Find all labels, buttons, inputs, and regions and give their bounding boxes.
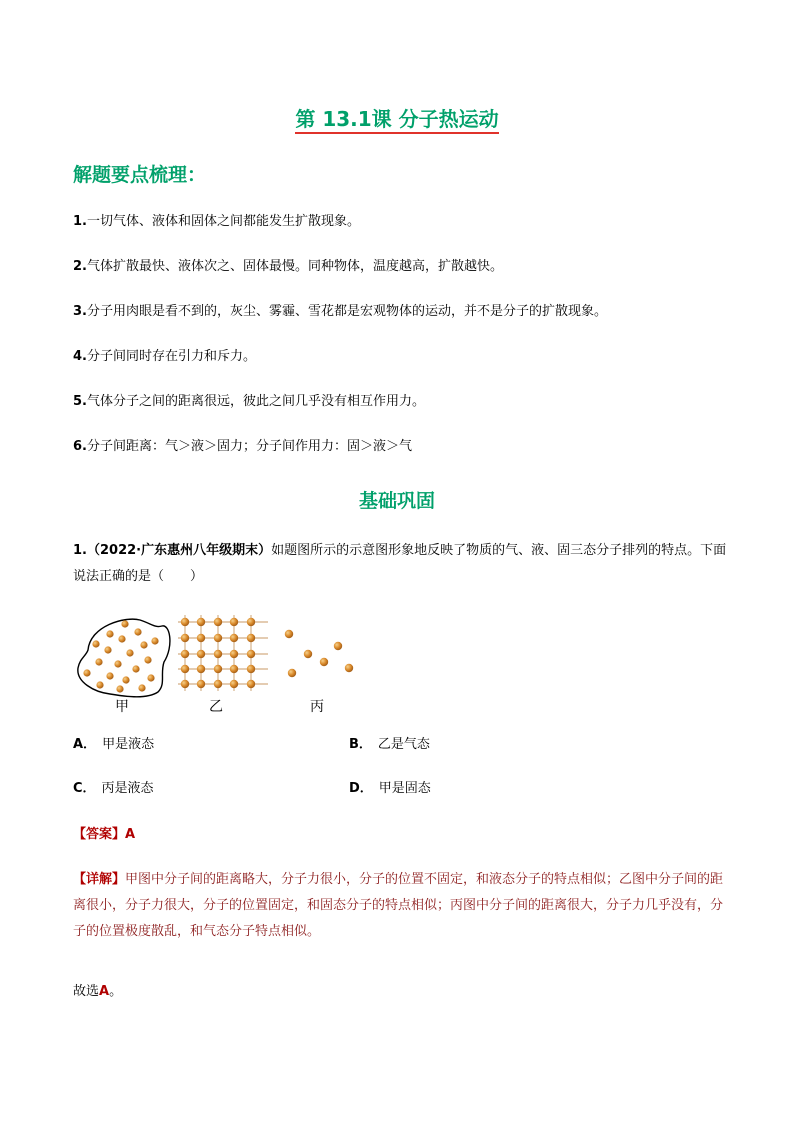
option-c[interactable]: C． 丙是液态 bbox=[73, 781, 154, 796]
summary-point: 5.气体分子之间的距离很远，彼此之间几乎没有相互作用力。 bbox=[73, 394, 425, 409]
option-a[interactable]: A． 甲是液态 bbox=[73, 737, 155, 752]
option-d[interactable]: D． 甲是固态 bbox=[349, 781, 431, 796]
summary-point: 3.分子用肉眼是看不到的，灰尘、雾霾、雪花都是宏观物体的运动，并不是分子的扩散现象。 bbox=[73, 304, 607, 319]
section-heading: 基础巩固 bbox=[358, 490, 435, 512]
figure-jia-liquid bbox=[78, 619, 170, 697]
summary-heading: 解题要点梳理： bbox=[73, 164, 207, 186]
conclusion: 故选A。 bbox=[73, 984, 123, 999]
answer: 【答案】A bbox=[73, 827, 136, 842]
explanation: 【详解】甲图中分子间的距离略大，分子力很小，分子的位置不固定，和液态分子的特点相似；乙图中分子间的距离很小，分子力很大，分子的位置固定，和固态分子的特点相似；丙图中分子间的距离很大，分子力几乎没有，分子的位置极度散乱，和气态分子特点相似。 bbox=[73, 872, 724, 939]
summary-point: 2.气体扩散最快、液体次之、固体最慢。同种物体，温度越高，扩散越快。 bbox=[73, 259, 503, 274]
summary-point: 4.分子间同时存在引力和斥力。 bbox=[73, 349, 256, 364]
figure-bing-gas bbox=[285, 630, 353, 677]
figure-label-bing: 丙 bbox=[310, 699, 324, 715]
figure-label-yi: 乙 bbox=[209, 699, 223, 715]
question-1: 1.（2022·广东惠州八年级期末）如题图所示的示意图形象地反映了物质的气、液、固三态分子排列的特点。下面说法正确的是（ ） bbox=[73, 543, 727, 584]
lesson-title: 第 13.1课 分子热运动 bbox=[0, 103, 794, 132]
summary-point: 1.一切气体、液体和固体之间都能发生扩散现象。 bbox=[73, 214, 360, 229]
summary-point: 6.分子间距离：气＞液＞固力；分子间作用力：固＞液＞气 bbox=[73, 439, 412, 454]
figure-label-jia: 甲 bbox=[115, 699, 129, 715]
option-b[interactable]: B． 乙是气态 bbox=[349, 737, 430, 752]
figure-yi-solid bbox=[178, 615, 268, 691]
